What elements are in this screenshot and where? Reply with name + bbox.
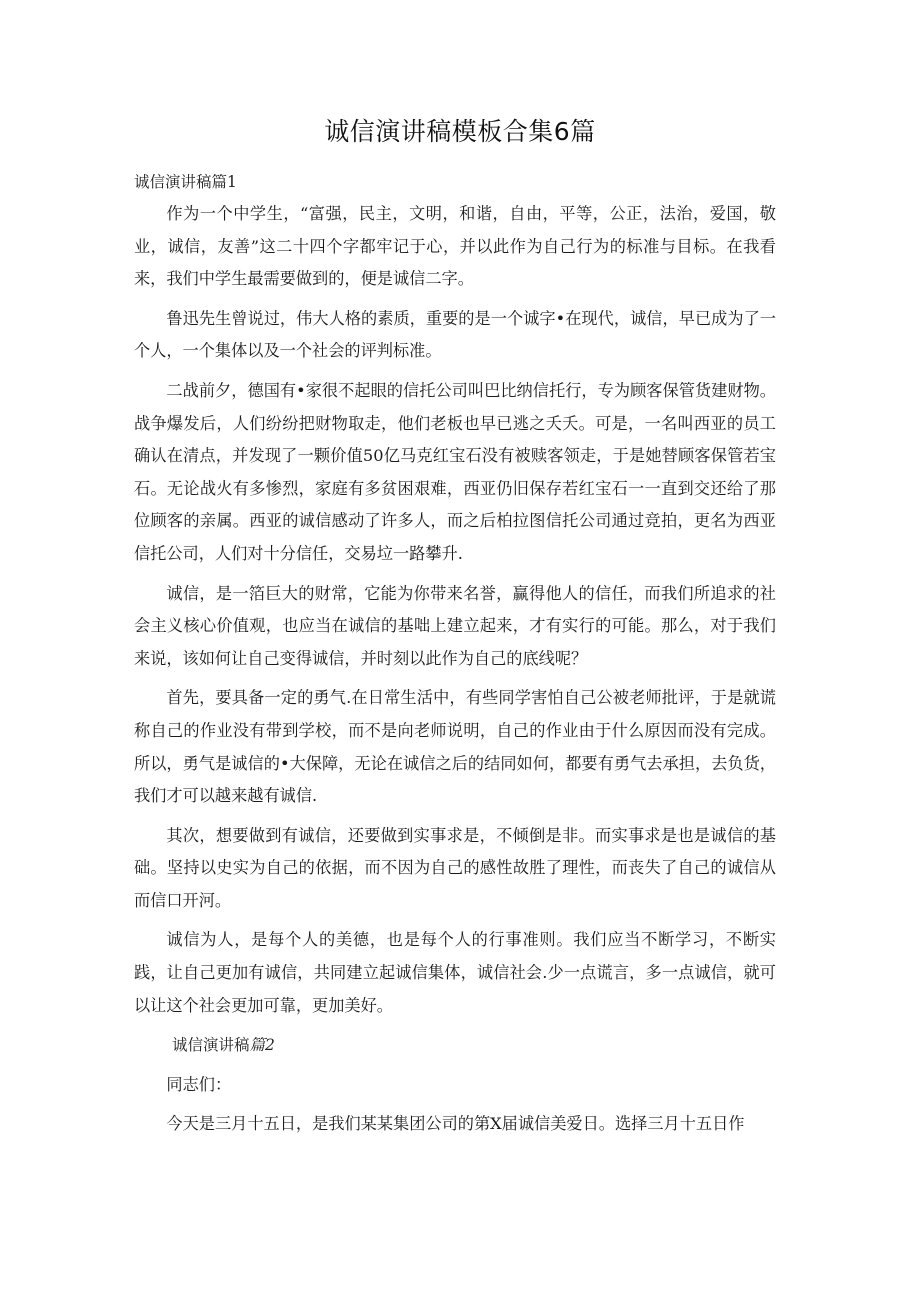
salutation: 同志们： (166, 1074, 232, 1094)
paragraph-1: 作为一个中学生，“富强，民主，文明，和谐，自由，平等，公正，法治，爱国，敬业，诚信，友善”这二十四个字都牢记于心，并以此作为自己行为的标准与目标。在我看来，我们中学生最需要做到的，便是诚信二字。 (134, 204, 776, 289)
paragraph-3: 二战前夕，德国有•家很不起眼的信托公司叫巴比纳信托行，专为顾客保管货建财物。战争爆发后，人们纷纷把财物取走，他们老板也早已逃之夭夭。可是，一名叫西亚的员工确认在清点，并发现了一颗价值50亿马克红宝石没有被赎客领走，于是她替顾客保管若宝石。无论战火有多惨烈，家庭有多贫困艰难，西亚仍旧保存若红宝石一一直到交还给了那位顾客的亲属。西亚的诚信感动了许多人，而之后柏拉图信托公司通过竞拍，更名为西亚信托公司，人们对十分信任，交易垃一路攀升. (134, 380, 776, 563)
paragraph-4: 诚信，是一箔巨大的财常，它能为你带来名誉，赢得他人的信任，而我们所追求的社会主义核心价值观，也应当在诚信的基咄上建立起来，才有实行的可能。那么，对于我们来说，该如何让自己变得诚信，并时刻以此作为自己的底线呢？ (134, 583, 776, 668)
section-heading-1: 诚信演讲稿篇1 (134, 173, 237, 191)
section-heading-2 (134, 1029, 776, 1062)
document-body (134, 198, 776, 1148)
section-heading-2-main: 诚信演讲稿 (172, 1036, 250, 1055)
paragraph-7: 诚信为人，是每个人的美德，也是每个人的行事准则。我们应当不断学习，不断实践，让自己更加有诚信，共同建立起诚信集体，诚信社会.少一点谎言，多一点诚信，就可以让这个社会更加可靠，更加美好。 (134, 930, 776, 1015)
paragraph-5: 首先，要具备一定的勇气.在日常生活中，有些同学害怕自己公被老师批评，于是就谎称自己的作业没有带到学校，而不是向老师说明，自己的作业由于什么原因而没有完成。所以，勇气是诚信的•大保障，无论在诚信之后的结同如何，都要有勇气去承担，去负货，我们才可以越来越有诚信. (134, 688, 776, 806)
paragraph-8: 今天是三月十五日，是我们某某集团公司的第X届诚信美爱日。选择三月十五日作 (166, 1114, 745, 1134)
paragraph-6: 其次，想要做到有诚信，还要做到实事求是，不倾倒是非。而实事求是也是诚信的基础。坚持以史实为自己的依据，而不因为自己的感性故胜了理性，而丧失了自己的诚信从而信口开河。 (134, 825, 776, 910)
section-heading-2-suffix: 篇2 (249, 1036, 275, 1055)
document-title: 诚信演讲稿模板合集6篇 (324, 117, 596, 146)
paragraph-2: 鲁迅先生曾说过，伟大人格的素质，重要的是一个诚字•在现代，诚信，早已成为了一个人，一个集体以及一个社会的评判标准。 (134, 308, 776, 361)
